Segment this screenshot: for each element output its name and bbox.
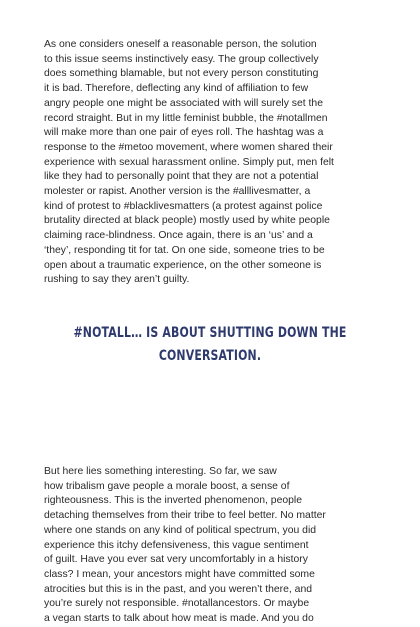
body-text-line: a vegan starts to talk about how meat is made. And you do	[44, 613, 314, 625]
pull-quote-line: #NOTALL… IS ABOUT SHUTTING DOWN THE	[73, 325, 347, 341]
body-text-line: to this issue seems instinctively easy. The group collectively	[44, 53, 319, 65]
body-text-line: detaching themselves from their tribe to feel better. No matter	[44, 510, 326, 522]
body-text-line: But here lies something interesting. So far, we saw	[44, 466, 277, 477]
body-text-line: experience with sexual harassment online. Simply put, men felt	[44, 156, 334, 168]
body-text-line: where one stands on any kind of political spectrum, you did	[44, 524, 317, 536]
body-text-line: claiming race-blindness. Once again, there is an ‘us’ and a	[44, 230, 313, 242]
body-text-line: experience this itchy defensiveness, this vague sentiment	[44, 539, 309, 551]
body-text-line: record straight. But in my little feminist bubble, the #notallmen	[44, 112, 328, 124]
body-paragraph-2	[44, 465, 384, 627]
body-text-line: atrocities but this is in the past, and you weren’t there, and	[44, 583, 313, 595]
body-text-line: how tribalism gave people a morale boost, a sense of	[44, 480, 290, 492]
pull-quote-heading	[70, 322, 351, 368]
body-text-line: of guilt. Have you ever sat very uncomfortably in a history	[44, 554, 308, 566]
body-text-line: kind of protest to #blacklivesmatters (a protest against police	[44, 200, 323, 212]
body-text-line: open about a traumatic experience, on the other someone is	[44, 259, 322, 271]
body-text-line: brutality directed at black people) mostly used by white people	[44, 215, 330, 227]
body-text-line: does something blamable, but not every person constituting	[44, 68, 319, 80]
body-text-line: class? I mean, your ancestors might have committed some	[44, 568, 315, 580]
body-text-line: like they had to personally point that they are not a potential	[44, 171, 319, 183]
body-text-line: you’re surely not responsible. #notallancestors. Or maybe	[44, 598, 310, 610]
body-text-line: rushing to say they aren’t guilty.	[44, 274, 190, 286]
body-text-line: molester or rapist. Another version is the #alllivesmatter, a	[44, 186, 311, 198]
body-text-line: righteousness. This is the inverted phenomenon, people	[44, 495, 303, 507]
body-text-line: As one considers oneself a reasonable person, the solution	[44, 39, 317, 50]
body-text-line: response to the #metoo movement, where women shared their	[44, 141, 333, 153]
body-text-line: it is bad. Therefore, deflecting any kind of affiliation to few	[44, 83, 309, 95]
body-paragraph-1	[44, 38, 384, 288]
body-text-line: will make more than one pair of eyes roll. The hashtag was a	[44, 127, 324, 139]
body-text-line: angry people one might be associated with will surely set the	[44, 97, 323, 109]
body-text-line: ‘they’, responding tit for tat. On one side, someone tries to be	[44, 244, 325, 256]
pull-quote-line: CONVERSATION.	[158, 348, 262, 364]
